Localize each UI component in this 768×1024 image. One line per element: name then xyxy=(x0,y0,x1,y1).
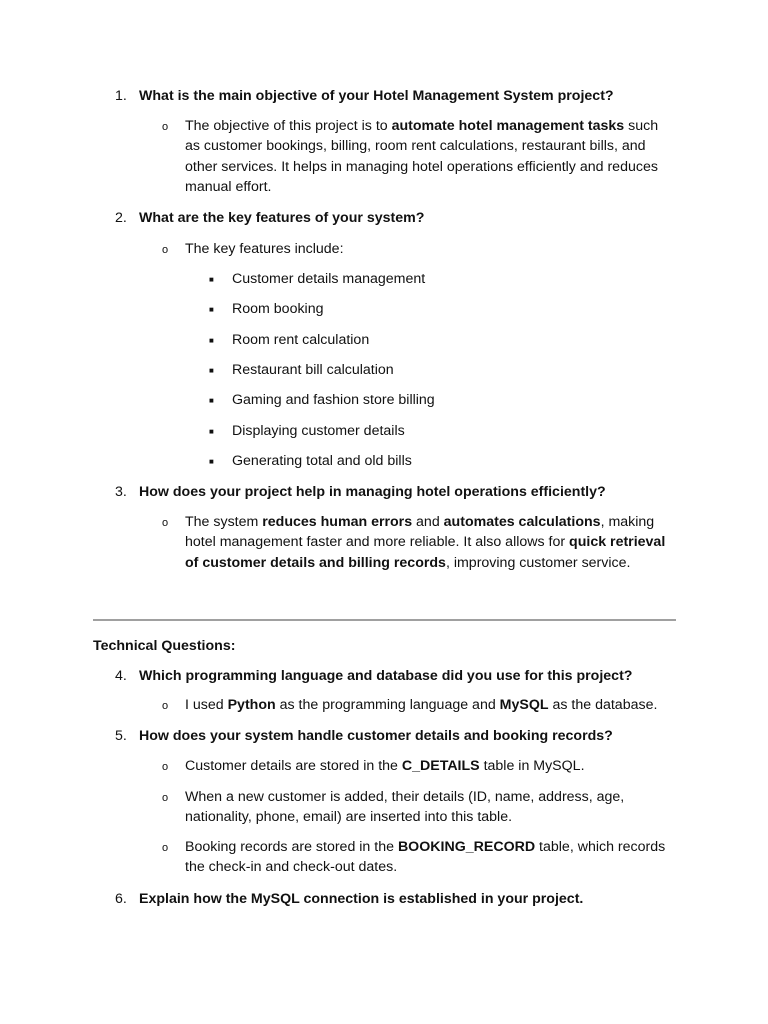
question-1 xyxy=(115,86,715,106)
feature-item: Gaming and fashion store billing xyxy=(232,392,435,408)
circle-bullet-icon: o xyxy=(162,842,169,854)
answer-1: The objective of this project is to automate hotel management tasks such as customer bookings, billing, room rent calculations, restaurant bills, and other services. It helps in managing hotel operations efficiently and reduces manual effort. xyxy=(185,118,659,196)
square-bullet-icon: ■ xyxy=(209,457,214,466)
emphasis: BOOKING_RECORD xyxy=(397,839,536,855)
square-bullet-icon: ■ xyxy=(209,336,214,345)
question-text: How does your system handle customer details and booking records? xyxy=(139,728,613,744)
question-2 xyxy=(115,208,715,228)
emphasis: Python xyxy=(227,697,276,713)
features-intro: The key features include: xyxy=(185,241,344,257)
question-6 xyxy=(115,889,715,909)
question-text: What is the main objective of your Hotel Management System project? xyxy=(139,88,614,104)
emphasis: automate hotel management tasks xyxy=(391,118,625,134)
question-4 xyxy=(115,666,715,686)
square-bullet-icon: ■ xyxy=(209,427,214,436)
emphasis: quick retrieval of customer details and billing records xyxy=(185,534,666,571)
square-bullet-icon: ■ xyxy=(209,275,214,284)
question-5 xyxy=(115,726,715,746)
horizontal-divider xyxy=(93,619,676,621)
feature-item: Restaurant bill calculation xyxy=(232,362,394,378)
circle-bullet-icon: o xyxy=(162,761,169,773)
square-bullet-icon: ■ xyxy=(209,305,214,314)
feature-item: Room booking xyxy=(232,301,324,317)
answer-3: The system reduces human errors and automates calculations, making hotel management faster and more reliable. It also allows for quick retrieval of customer details and billing records, improving customer service. xyxy=(185,514,666,571)
question-text: Explain how the MySQL connection is established in your project. xyxy=(139,891,584,907)
question-number: 1. xyxy=(115,88,127,104)
question-text: How does your project help in managing hotel operations efficiently? xyxy=(139,484,606,500)
circle-bullet-icon: o xyxy=(162,517,169,529)
answer-5c: Booking records are stored in the BOOKING_RECORD table, which records the check-in and check-out dates. xyxy=(185,839,666,876)
section-heading: Technical Questions: xyxy=(93,638,236,654)
question-number: 3. xyxy=(115,484,127,500)
emphasis: C_DETAILS xyxy=(401,758,480,774)
question-number: 5. xyxy=(115,728,127,744)
question-number: 2. xyxy=(115,210,127,226)
square-bullet-icon: ■ xyxy=(209,396,214,405)
question-number: 6. xyxy=(115,891,127,907)
emphasis: automates calculations xyxy=(443,514,601,530)
feature-item: Customer details management xyxy=(232,271,426,287)
feature-item: Room rent calculation xyxy=(232,332,370,348)
question-text: Which programming language and database did you use for this project? xyxy=(139,668,633,684)
answer-5b: When a new customer is added, their details (ID, name, address, age, nationality, phone, email) are inserted into this table. xyxy=(185,789,625,826)
circle-bullet-icon: o xyxy=(162,792,169,804)
circle-bullet-icon: o xyxy=(162,700,169,712)
circle-bullet-icon: o xyxy=(162,244,169,256)
circle-bullet-icon: o xyxy=(162,121,169,133)
question-number: 4. xyxy=(115,668,127,684)
question-text: What are the key features of your system? xyxy=(139,210,425,226)
emphasis: MySQL xyxy=(499,697,549,713)
answer-4: I used Python as the programming language and MySQL as the database. xyxy=(185,697,658,713)
square-bullet-icon: ■ xyxy=(209,366,214,375)
answer-5a: Customer details are stored in the C_DETAILS table in MySQL. xyxy=(185,758,585,774)
question-3 xyxy=(115,482,715,502)
emphasis: reduces human errors xyxy=(262,514,413,530)
feature-item: Generating total and old bills xyxy=(232,453,412,469)
feature-item: Displaying customer details xyxy=(232,423,405,439)
